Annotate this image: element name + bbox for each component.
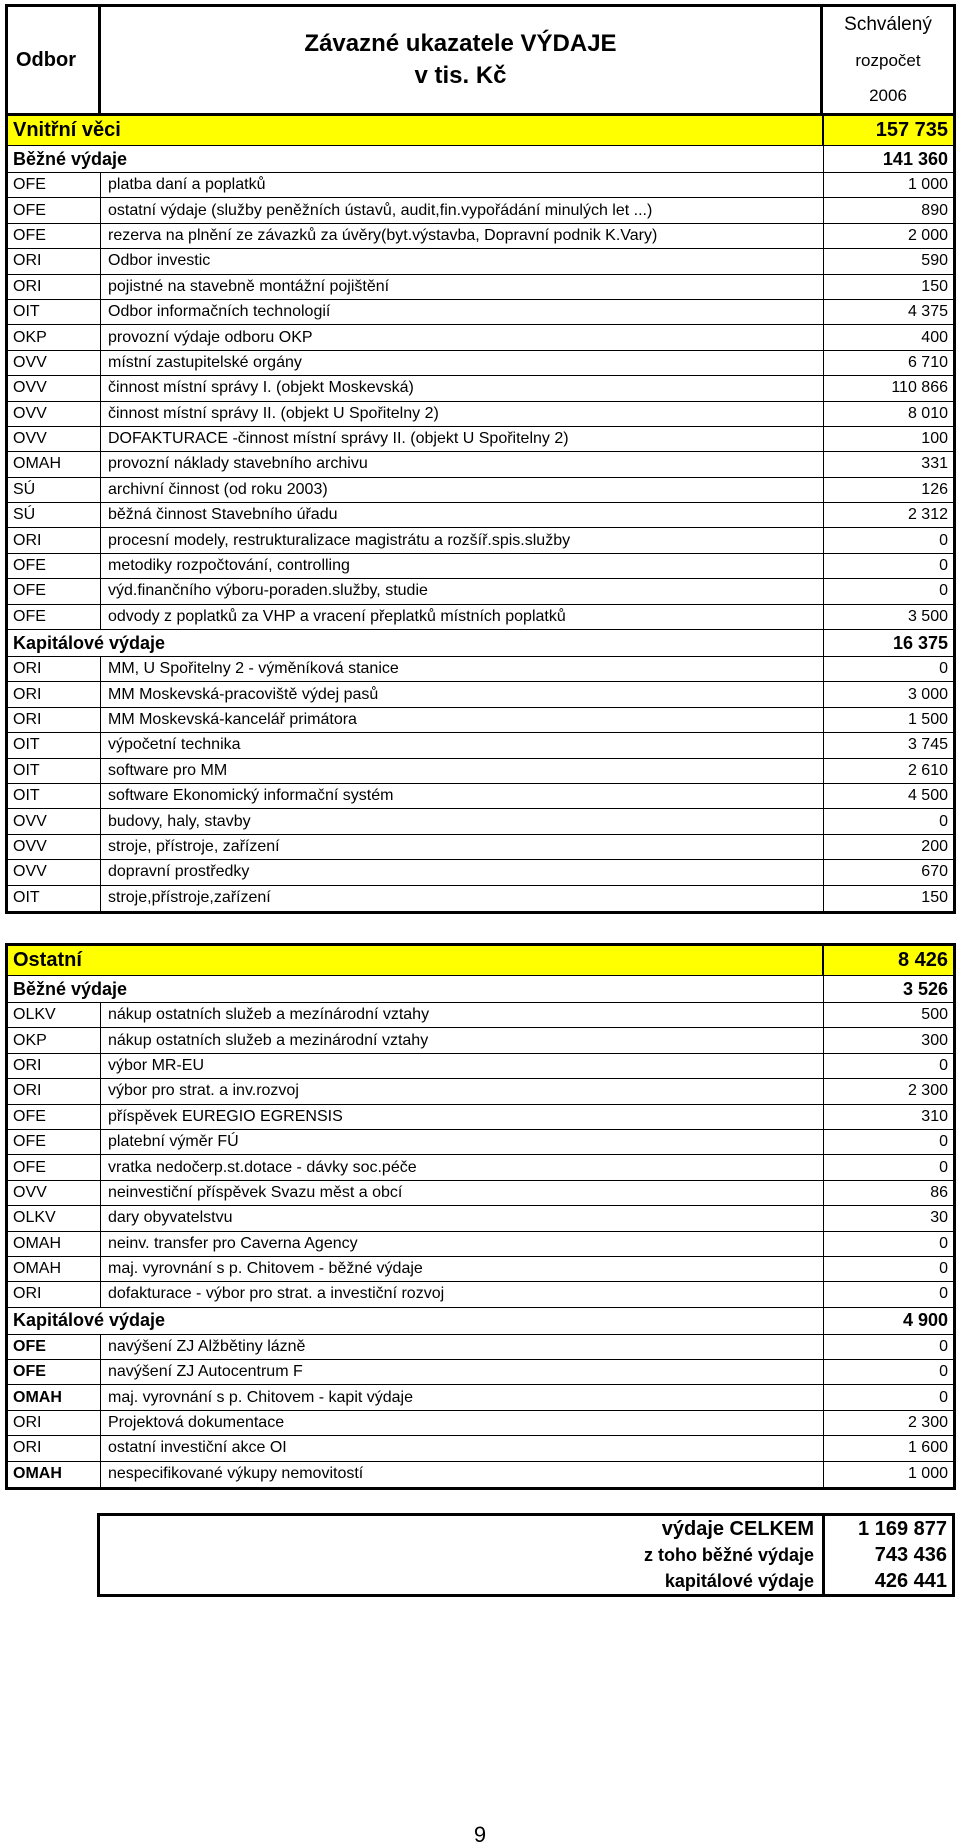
row-odbor: OFE [8,579,101,603]
row-odbor: OFE [8,605,101,629]
row-value: 331 [823,452,953,476]
row-odbor: SÚ [8,503,101,527]
table-row [8,708,953,733]
header-rozpocet: rozpočet [855,50,921,70]
row-odbor: ORI [8,657,101,681]
table-row [8,554,953,579]
row-value: 0 [823,1360,953,1384]
row-description: dopravní prostředky [108,863,250,881]
row-description: archivní činnost (od roku 2003) [108,480,328,498]
header-title-line2: v tis. Kč [414,62,507,89]
section-label: Ostatní [8,946,823,975]
row-description: činnost místní správy II. (objekt U Spořitelny 2) [108,404,439,422]
row-value: 3 500 [823,605,953,629]
subsection-row [8,1308,953,1335]
row-value: 0 [823,809,953,833]
totals-box [97,1513,955,1597]
row-odbor: OVV [8,809,101,833]
table-row [8,1335,953,1360]
row-description: činnost místní správy I. (objekt Moskevská) [108,379,414,397]
row-value: 150 [823,886,953,911]
row-value: 100 [823,427,953,451]
row-odbor: ORI [8,1282,101,1306]
row-value: 110 866 [823,376,953,400]
row-odbor: OMAH [8,1385,101,1409]
table-row [8,860,953,885]
table-row [8,173,953,198]
row-odbor: OKP [8,325,101,349]
row-value: 0 [823,1385,953,1409]
row-odbor: OLKV [8,1206,101,1230]
header-title [101,7,820,113]
page-number: 9 [473,1822,487,1847]
row-odbor: OLKV [8,1003,101,1027]
row-odbor: OFE [8,1130,101,1154]
total-row [100,1542,952,1568]
row-description: výbor pro strat. a inv.rozvoj [108,1082,299,1100]
table-row [8,1003,953,1028]
row-odbor: OVV [8,427,101,451]
row-description: provozní náklady stavebního archivu [108,455,368,473]
row-odbor: OIT [8,784,101,808]
table-row [8,528,953,553]
row-description: Projektová dokumentace [108,1414,285,1432]
row-value: 2 300 [823,1079,953,1103]
subsection-value: 141 360 [823,146,953,172]
table-row [8,682,953,707]
table-row [8,733,953,758]
row-description: vratka nedočerp.st.dotace - dávky soc.péče [108,1158,417,1176]
subsection-label: Běžné výdaje [13,978,128,999]
row-description: Odbor investic [108,252,211,270]
row-odbor: ORI [8,1411,101,1435]
subsection-label: Běžné výdaje [13,148,128,169]
row-odbor: OMAH [8,1257,101,1281]
row-description: místní zastupitelské orgány [108,353,302,371]
row-value: 126 [823,478,953,502]
table-row [8,1155,953,1180]
row-odbor: ORI [8,708,101,732]
row-odbor: ORI [8,528,101,552]
row-description: navýšení ZJ Alžbětiny lázně [108,1337,306,1355]
table-row [8,427,953,452]
table-row [8,759,953,784]
row-value: 4 375 [823,300,953,324]
row-description: příspěvek EUREGIO EGRENSIS [108,1107,343,1125]
row-odbor: OVV [8,376,101,400]
row-description: nákup ostatních služeb a mezinárodní vztahy [108,1031,429,1049]
row-description: platba daní a poplatků [108,176,266,194]
table-row [8,351,953,376]
table-row [8,1054,953,1079]
row-odbor: ORI [8,1079,101,1103]
row-description: MM, U Spořitelny 2 - výměníková stanice [108,660,399,678]
table-row [8,886,953,911]
table-row [8,1079,953,1104]
total-label: kapitálové výdaje [664,1570,814,1591]
row-value: 590 [823,249,953,273]
section-value: 157 735 [823,116,953,145]
row-description: rezerva na plnění ze závazků za úvěry(byt.výstavba, Dopravní podnik K.Vary) [108,226,658,244]
row-description: výd.finančního výboru-poraden.služby, studie [108,582,428,600]
total-value: 426 441 [822,1568,952,1594]
table-row [8,1105,953,1130]
row-odbor: OFE [8,224,101,248]
row-description: nespecifikované výkupy nemovitostí [108,1465,364,1483]
section-label: Vnitřní věci [8,116,823,145]
row-odbor: OVV [8,860,101,884]
total-row [100,1568,952,1594]
table-row [8,1436,953,1461]
section-row [8,116,953,146]
row-description: neinv. transfer pro Caverna Agency [108,1234,358,1252]
row-odbor: OFE [8,1335,101,1359]
table-row [8,376,953,401]
row-odbor: ORI [8,275,101,299]
row-odbor: ORI [8,1054,101,1078]
row-odbor: OFE [8,1360,101,1384]
subsection-row [8,976,953,1003]
table-row [8,1028,953,1053]
row-value: 310 [823,1105,953,1129]
row-odbor: OIT [8,759,101,783]
header-schvaleny: Schválený [844,14,932,36]
row-description: ostatní investiční akce OI [108,1439,287,1457]
row-value: 2 000 [823,224,953,248]
row-odbor: ORI [8,682,101,706]
table-row [8,224,953,249]
table-row [8,1360,953,1385]
table-row [8,503,953,528]
row-value: 0 [823,528,953,552]
row-value: 4 500 [823,784,953,808]
row-description: procesní modely, restrukturalizace magistrátu a rozšíř.spis.služby [108,531,571,549]
row-description: MM Moskevská-pracoviště výdej pasů [108,685,379,703]
row-value: 2 312 [823,503,953,527]
header-year: 2006 [869,85,907,105]
row-value: 0 [823,1282,953,1306]
row-odbor: OFE [8,198,101,222]
row-odbor: OFE [8,1105,101,1129]
row-odbor: OFE [8,1155,101,1179]
row-value: 890 [823,198,953,222]
header-title-line1: Závazné ukazatele VÝDAJE [304,30,617,57]
row-value: 150 [823,275,953,299]
row-value: 2 610 [823,759,953,783]
row-value: 0 [823,1232,953,1256]
table-row [8,784,953,809]
row-odbor: OIT [8,300,101,324]
row-odbor: OVV [8,835,101,859]
row-odbor: OVV [8,351,101,375]
table-row [8,1130,953,1155]
row-odbor: OMAH [8,1462,101,1487]
table-row [8,198,953,223]
row-odbor: OMAH [8,1232,101,1256]
row-description: platební výměr FÚ [108,1133,239,1151]
row-description: výbor MR-EU [108,1056,205,1074]
row-value: 0 [823,1155,953,1179]
row-value: 0 [823,554,953,578]
subsection-row [8,146,953,173]
row-odbor: OVV [8,402,101,426]
row-description: provozní výdaje odboru OKP [108,328,313,346]
total-label: z toho běžné výdaje [643,1544,814,1565]
subsection-value: 16 375 [823,630,953,656]
table-header [8,7,953,116]
row-value: 6 710 [823,351,953,375]
expenditure-table-other [5,943,956,1490]
table-row [8,809,953,834]
table-row [8,402,953,427]
header-budget [820,7,953,113]
table-row [8,835,953,860]
row-value: 1 500 [823,708,953,732]
row-odbor: OFE [8,173,101,197]
row-odbor: ORI [8,1436,101,1460]
row-value: 1 000 [823,1462,953,1487]
row-description: maj. vyrovnání s p. Chitovem - běžné výdaje [108,1260,423,1278]
row-value: 1 600 [823,1436,953,1460]
subsection-value: 3 526 [823,976,953,1002]
table-row [8,605,953,630]
row-odbor: SÚ [8,478,101,502]
row-value: 400 [823,325,953,349]
section-value: 8 426 [823,946,953,975]
table-row [8,1206,953,1231]
row-odbor: OIT [8,733,101,757]
row-value: 0 [823,1335,953,1359]
row-value: 0 [823,1054,953,1078]
table-row [8,1462,953,1487]
row-value: 86 [823,1181,953,1205]
row-description: pojistné na stavebně montážní pojištění [108,277,390,295]
row-description: software Ekonomický informační systém [108,787,394,805]
table-row [8,579,953,604]
table-row [8,1411,953,1436]
row-description: neinvestiční příspěvek Svazu měst a obcí [108,1183,403,1201]
row-description: MM Moskevská-kancelář primátora [108,711,357,728]
header-odbor: Odbor [8,7,101,113]
row-value: 8 010 [823,402,953,426]
table-row [8,275,953,300]
row-description: stroje, přístroje, zařízení [108,837,280,855]
row-description: maj. vyrovnání s p. Chitovem - kapit výdaje [108,1388,414,1406]
table-row [8,1232,953,1257]
row-description: stroje,přístroje,zařízení [108,889,271,907]
row-odbor: ORI [8,249,101,273]
table-row [8,478,953,503]
section-row [8,946,953,976]
total-value: 743 436 [822,1542,952,1568]
table-row [8,1385,953,1410]
table-row [8,325,953,350]
total-label: výdaje CELKEM [661,1517,814,1540]
row-value: 0 [823,1130,953,1154]
row-description: software pro MM [108,761,228,779]
row-description: Odbor informačních technologií [108,303,331,321]
row-value: 2 300 [823,1411,953,1435]
row-value: 3 000 [823,682,953,706]
row-description: dary obyvatelstvu [108,1209,233,1227]
table-row [8,249,953,274]
table-row [8,452,953,477]
row-description: budovy, haly, stavby [108,812,251,830]
row-value: 670 [823,860,953,884]
row-description: nákup ostatních služeb a mezínárodní vztahy [108,1006,430,1024]
row-value: 3 745 [823,733,953,757]
subsection-label: Kapitálové výdaje [13,632,166,653]
table-row [8,1181,953,1206]
row-value: 0 [823,1257,953,1281]
row-odbor: OVV [8,1181,101,1205]
row-value: 1 000 [823,173,953,197]
row-description: navýšení ZJ Autocentrum F [108,1363,303,1381]
row-value: 500 [823,1003,953,1027]
row-odbor: OKP [8,1028,101,1052]
row-description: odvody z poplatků za VHP a vracení přeplatků místních poplatků [108,607,566,625]
table-row [8,300,953,325]
row-value: 300 [823,1028,953,1052]
table-row [8,1257,953,1282]
row-value: 0 [823,657,953,681]
row-value: 30 [823,1206,953,1230]
expenditure-table-internal [5,4,956,914]
row-odbor: OMAH [8,452,101,476]
row-value: 200 [823,835,953,859]
row-description: dofakturace - výbor pro strat. a investiční rozvoj [108,1285,445,1303]
row-description: DOFAKTURACE -činnost místní správy II. (objekt U Spořitelny 2) [108,430,569,448]
subsection-row [8,630,953,657]
subsection-value: 4 900 [823,1308,953,1334]
table-row [8,657,953,682]
row-value: 0 [823,579,953,603]
total-row [100,1516,952,1542]
total-value: 1 169 877 [822,1516,952,1542]
row-odbor: OIT [8,886,101,911]
row-description: běžná činnost Stavebního úřadu [108,506,338,524]
table-row [8,1282,953,1307]
row-description: výpočetní technika [108,736,241,754]
row-description: ostatní výdaje (služby peněžních ústavů, audit,fin.vypořádání minulých let ...) [108,201,653,219]
row-odbor: OFE [8,554,101,578]
row-description: metodiky rozpočtování, controlling [108,557,350,575]
subsection-label: Kapitálové výdaje [13,1310,166,1331]
